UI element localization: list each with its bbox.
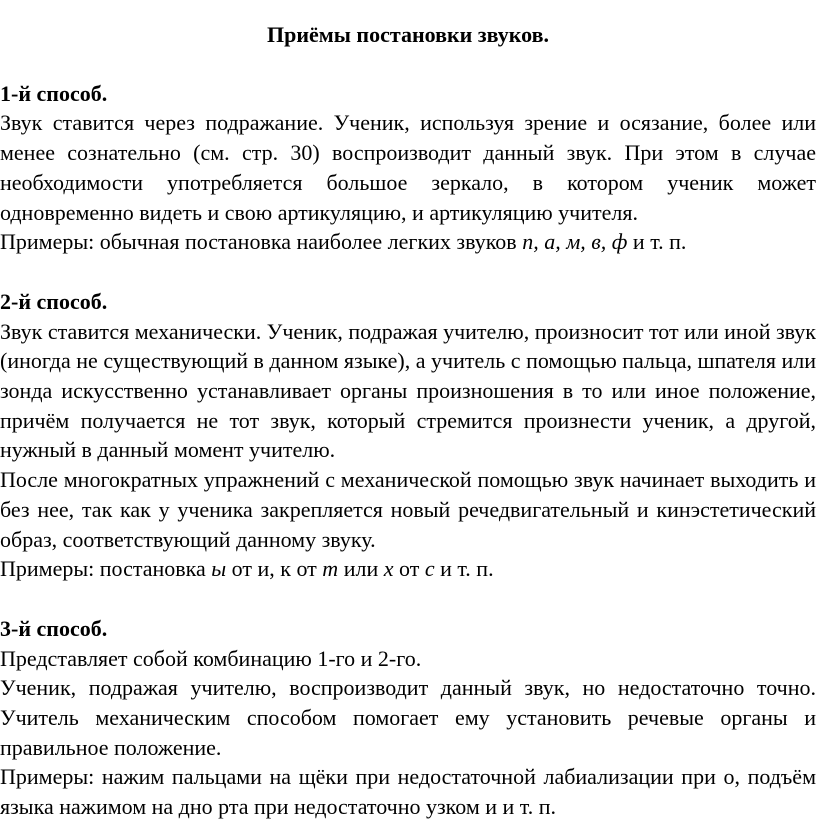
section-method-1 [0,79,816,257]
example-text: от и, к от [226,556,323,582]
example-sound: ы [211,556,227,582]
example-text: и т. п. [434,556,494,582]
example-text: или [338,556,384,582]
example-sounds: п, а, м, в, ф [522,229,628,255]
example-text: от [393,556,425,582]
example-sound: т [322,556,339,582]
paragraph: Звук ставится механически. Ученик, подражая учителю, произносит тот или иной звук (иногда не существующий в данном языке), а учитель с помощью пальца, шпателя или зонда искусственно устанавливает органы произношения в то или иное положение, причём получается не тот звук, который стремится произнести ученик, а другой, нужный в данный момент учителю. [0,318,816,463]
example-text: Примеры: постановка [0,556,212,582]
paragraph: После многократных упражнений с механической помощью звук начинает выходить и без нее, так как у ученика закрепляется новый речедвигательный и кинэстетический образ, соответствующий данному звуку. [0,467,816,552]
example-line [0,227,816,257]
paragraph: Звук ставится через подражание. Ученик, используя зрение и осязание, более или менее сознательно (см. стр. 30) воспроизводит данный звук. При этом в случае необходимости употребляется большое зеркало, в котором ученик может одновременно видеть и свою артикуляцию, и артикуляцию учителя. [0,110,816,225]
section-method-2 [0,287,816,584]
example-text: Примеры: обычная постановка наиболее легких звуков [0,229,523,255]
example-line [0,554,816,584]
paragraph: Примеры: нажим пальцами на щёки при недостаточной лабиализации при о, подъём языка нажимом на дно рта при недостаточно узком и и т. п. [0,764,816,820]
example-text: и т. п. [627,229,687,255]
section-method-3 [0,614,816,822]
paragraph: Представляет собой комбинацию 1-го и 2-го. [0,645,422,671]
example-sound: с [424,556,435,582]
document-title: Приёмы постановки звуков. [266,22,549,47]
section-heading: 1-й способ. [0,80,108,106]
example-sound: х [383,556,394,582]
section-heading: 2-й способ. [0,288,108,314]
paragraph: Ученик, подражая учителю, воспроизводит данный звук, но недостаточно точно. Учитель механическим способом помогает ему установить речевые органы и правильное положение. [0,675,816,760]
section-heading: 3-й способ. [0,615,108,641]
